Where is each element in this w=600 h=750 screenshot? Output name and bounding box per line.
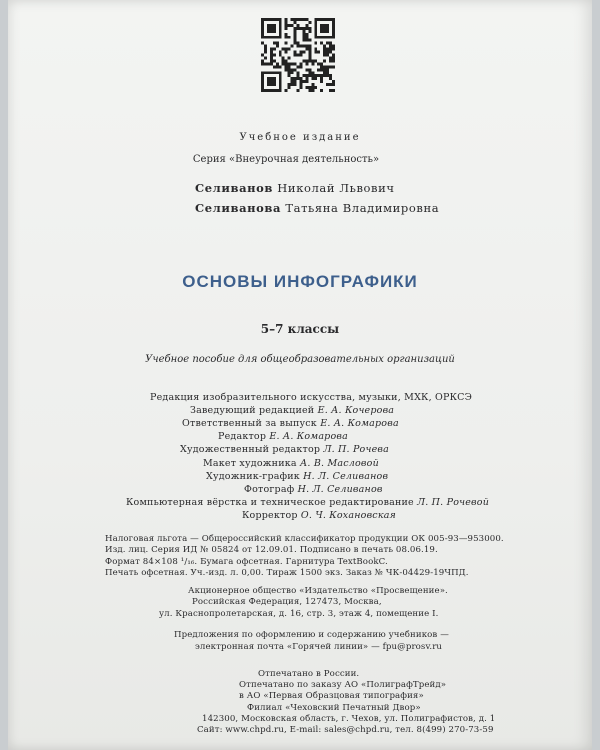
printer-line: в АО «Первая Образцовая типография» (239, 691, 424, 702)
publication-info-line: Налоговая льгота — Общероссийский классификатор продукции ОК 005-93—953000. (105, 534, 504, 544)
credit-person: О. Ч. Кохановская (300, 509, 397, 521)
credit-person: Н. Л. Селиванов (303, 470, 389, 482)
credit-role: Компьютерная вёрстка и техническое редактирование (126, 496, 414, 508)
printer-line: Сайт: www.chpd.ru, E-mail: sales@chpd.ru, тел. 8(499) 270-73-59 (197, 725, 494, 735)
author-2-name: Татьяна Владимировна (285, 201, 440, 215)
printer-line: Отпечатано по заказу АО «ПолиграфТрейд» (239, 680, 447, 691)
author-2 (195, 201, 439, 215)
credit-line (190, 405, 394, 416)
edition-type: Учебное издание (239, 132, 361, 143)
credit-line (203, 458, 379, 469)
credit-line (206, 471, 388, 482)
credit-person: Е. А. Кочерова (317, 405, 395, 417)
feedback-line: Предложения по оформлению и содержанию учебников — (174, 630, 449, 640)
series: Серия «Внеурочная деятельность» (192, 154, 380, 165)
publication-info-line: Формат 84×108 ¹/₁₆. Бумага офсетная. Гарнитура TextBookC. (105, 556, 388, 567)
credit-role: Макет художника (203, 457, 297, 469)
credit-line (150, 392, 472, 403)
credit-person: Л. П. Рочева (323, 444, 389, 456)
grades: 5–7 классы (260, 322, 340, 336)
author-1 (195, 181, 395, 195)
credit-role: Художественный редактор (180, 444, 321, 456)
credit-role: Фотограф (244, 483, 295, 495)
credit-role: Ответственный за выпуск (182, 418, 317, 430)
credit-person: Н. Л. Селиванов (297, 483, 383, 495)
credit-role: Заведующий редакцией (190, 405, 315, 417)
author-1-surname: Селиванов (195, 181, 274, 195)
credit-role: Художник-график (206, 470, 300, 482)
credit-person: А. В. Масловой (299, 457, 379, 469)
credit-person: Е. А. Комарова (320, 418, 399, 430)
qr-code (261, 18, 335, 92)
printer-line: Отпечатано в России. (258, 669, 360, 679)
author-1-name: Николай Львович (277, 181, 395, 195)
publication-info-line: Изд. лиц. Серия ИД № 05824 от 12.09.01. Подписано в печать 08.06.19. (105, 545, 438, 556)
credit-line (244, 484, 383, 495)
credit-role: Корректор (242, 509, 298, 521)
credit-person: Л. П. Рочевой (417, 496, 490, 508)
book-title: ОСНОВЫ ИНФОГРАФИКИ (182, 272, 418, 291)
credit-role: Редакция изобразительного искусства, музыки, МХК, ОРКСЭ (150, 392, 473, 403)
feedback-line: электронная почта «Горячей линии» — fpu@prosv.ru (195, 641, 443, 652)
credit-line (126, 497, 489, 508)
author-2-surname: Селиванова (195, 201, 282, 215)
credit-line (242, 510, 396, 521)
printer-line: Филиал «Чеховский Печатный Двор» (247, 702, 421, 713)
book-subtitle: Учебное пособие для общеобразовательных организаций (145, 354, 455, 365)
publication-info-line: Печать офсетная. Уч.-изд. л. 0,00. Тираж 1500 экз. Заказ № ЧК-04429-19ЧПД. (105, 567, 469, 578)
printer-line: 142300, Московская область, г. Чехов, ул. Полиграфистов, д. 1 (202, 713, 496, 724)
publisher-line: Российская Федерация, 127473, Москва, (192, 597, 382, 608)
publisher-line: ул. Краснопролетарская, д. 16, стр. 3, этаж 4, помещение I. (159, 608, 439, 619)
credit-line (180, 444, 389, 455)
publisher-line: Акционерное общество «Издательство «Просвещение». (188, 586, 448, 596)
credit-role: Редактор (218, 431, 267, 443)
credit-line (182, 418, 399, 429)
credit-person: Е. А. Комарова (269, 431, 348, 443)
credit-line (218, 431, 348, 442)
